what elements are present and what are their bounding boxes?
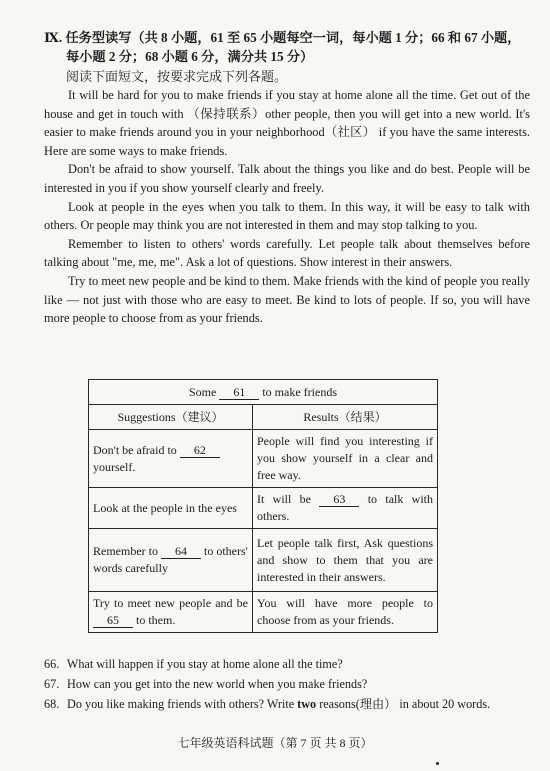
- passage-paragraph: Don't be afraid to show yourself. Talk about the things you like and do best. People will be interested in you if you show yourself clearly and freely.: [44, 162, 530, 195]
- table-title-post: to make friends: [262, 384, 337, 399]
- section-heading: [44, 28, 544, 66]
- question-number: 68.: [44, 697, 60, 711]
- blank-64: 64: [161, 544, 201, 559]
- suggestion-text: Remember to: [93, 544, 158, 558]
- passage-paragraph: Try to meet new people and be kind to them. Make friends with the kind of people you really like — not just with those who are easy to meet. Be kind to lots of people. If so, you will have more people to choose from as your friends.: [44, 273, 530, 326]
- passage-paragraph: Look at people in the eyes when you talk to them. In this way, it will be easy to talk with others. Or people may think you are not interested in them and may stop talking to you.: [44, 199, 530, 233]
- table-row: [89, 529, 438, 592]
- task-table: [88, 379, 438, 633]
- column-header-results: Results（结果）: [253, 405, 438, 430]
- question-67: [44, 674, 544, 694]
- result-cell: Let people talk first, Ask questions and show to them that you are interested in their answers.: [253, 529, 438, 592]
- blank-62: 62: [180, 443, 220, 458]
- reading-passage: [44, 86, 530, 328]
- passage-paragraph: It will be hard for you to make friends if you stay at home alone all the time. Get out of the house and get in touch with （保持联系）other people, then you will get into a new world. It's easier to make friends around you in your neighborhood（社区） if you have the same interests. Here are some ways to make friends.: [44, 88, 530, 158]
- column-header-suggestions: Suggestions（建议）: [89, 405, 253, 430]
- table-title-pre: Some: [189, 384, 217, 399]
- suggestion-cell: [89, 592, 253, 633]
- section-instruction: 阅读下面短文，按要求完成下列各题。: [66, 69, 288, 84]
- table-row: [89, 488, 438, 529]
- result-cell: You will have more people to choose from as your friends.: [253, 592, 438, 633]
- suggestion-text: Try to meet new people and be: [93, 596, 248, 610]
- suggestion-cell: [89, 529, 253, 592]
- ink-dot: [436, 762, 439, 765]
- table-title: [89, 380, 438, 405]
- result-cell: [253, 488, 438, 529]
- section-heading-line1: Ⅸ. 任务型读写（共 8 小题，61 至 65 小题每空一词，每小题 1 分；66 和 67 小题，: [44, 30, 521, 45]
- question-list: [44, 654, 544, 714]
- question-text: How can you get into the new world when you make friends?: [67, 677, 368, 691]
- page-footer: 七年级英语科试题（第 7 页 共 8 页）: [177, 736, 373, 750]
- question-number: 67.: [44, 677, 60, 691]
- question-68: [44, 694, 544, 714]
- table-row: [89, 430, 438, 488]
- question-66: [44, 654, 544, 674]
- result-cell: People will find you interesting if you show yourself in a clear and free way.: [253, 430, 438, 488]
- suggestion-text: yourself.: [93, 459, 136, 474]
- blank-63: 63: [319, 492, 359, 507]
- section-heading-line2: 每小题 2 分；68 小题 6 分，满分共 15 分）: [66, 49, 314, 64]
- suggestion-cell: Look at the people in the eyes: [89, 488, 253, 529]
- suggestion-text: Don't be afraid to: [93, 442, 177, 457]
- blank-65: 65: [93, 613, 133, 628]
- question-emphasis: two: [297, 697, 317, 711]
- question-text: What will happen if you stay at home alone all the time?: [66, 657, 343, 671]
- table-row: [89, 592, 438, 633]
- suggestion-text: to them.: [136, 613, 176, 627]
- question-text: reasons(理由） in about 20 words.: [319, 697, 491, 711]
- result-text: to talk with others.: [257, 492, 434, 523]
- question-text: Do you like making friends with others? Write: [67, 697, 295, 711]
- question-number: 66.: [44, 657, 60, 671]
- blank-61: 61: [219, 385, 259, 400]
- suggestion-cell: [89, 430, 253, 488]
- suggestion-text: to others' words carefully: [93, 544, 248, 575]
- passage-paragraph: Remember to listen to others' words carefully. Let people talk about themselves before talking about "me, me, me". Ask a lot of questions. Show interest in their answers.: [44, 236, 530, 270]
- result-text: It will be: [257, 492, 311, 506]
